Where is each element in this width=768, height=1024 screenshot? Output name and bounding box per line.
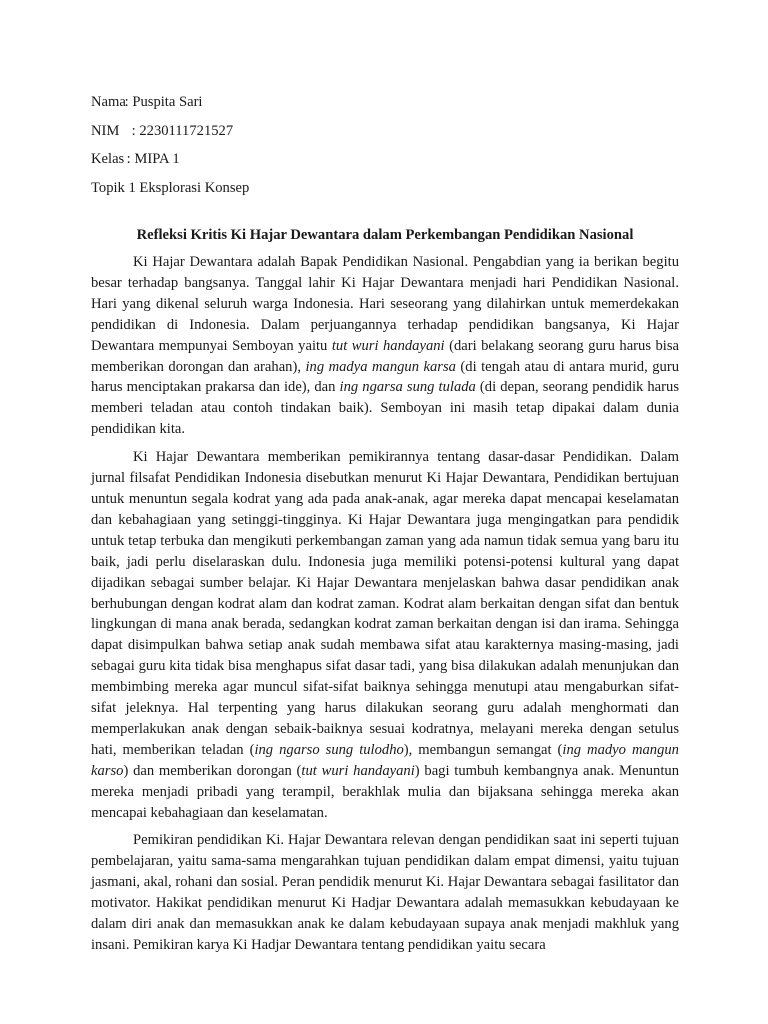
text-run: (di tengah atau di antara murid, guru harus menciptakan prakarsa dan ide), dan <box>91 358 679 396</box>
student-nim-row <box>91 117 679 146</box>
text-run: Pemikiran pendidikan Ki. Hajar Dewantara relevan dengan pendidikan saat ini seperti tujuan pembelajaran, yaitu sama-sama mengarahkan tujuan pendidikan dalam empat dimensi, yaitu tujuan jasmani, akal, rohani dan sosial. Peran pendidik menurut Ki. Hajar Dewantara sebagai fasilitator dan motivator. Hakikat pendidikan menurut Ki Hadjar Dewantara adalah memasukkan kebudayaan ke dalam diri anak dan memasukkan anak ke dalam kebudayaan supaya anak menjadi makhluk yang insani. Pemikiran karya Ki Hadjar Dewantara tentang pendidikan yaitu secara <box>91 832 679 953</box>
italic-phrase: tut wuri handayani <box>331 337 445 354</box>
text-run: (di depan, seorang pendidik harus memberi teladan atau contoh tindakan baik). Semboyan ini masih tetap dipakai dalam dunia pendidikan kita. <box>91 379 679 438</box>
text-run: Ki Hajar Dewantara memberikan pemikirannya tentang dasar-dasar Pendidikan. Dalam jurnal filsafat Pendidikan Indonesia disebutkan menurut Ki Hajar Dewantara, Pendidikan bertujuan untuk menuntun segala kodrat yang ada pada anak-anak, agar mereka dapat mencapai keselamatan dan kebahagiaan yang setinggi-tingginya. Ki Hajar Dewantara juga mengingatkan para pendidik untuk tetap terbuka dan mengikuti perkembangan zaman yang ada namun tidak semua yang baru itu baik, jadi perlu diselaraskan dulu. Indonesia juga memiliki potensi-potensi kultural yang dapat dijadikan sebagai sumber belajar. Ki Hajar Dewantara menjelaskan bahwa dasar pendidikan anak berhubungan dengan kodrat alam dan kodrat zaman. Kodrat alam berkaitan dengan sifat dan bentuk lingkungan di mana anak berada, sedangkan kodrat zaman berkaitan dengan isi dan irama. Sehingga dapat disimpulkan bahwa setiap anak sudah membawa sifat atau karakternya masing-masing, jadi sebagai guru kita tidak bisa menghapus sifat dasar tadi, yang bisa dilakukan adalah menunjukan dan membimbing mereka agar muncul sifat-sifat baiknya sehingga menutupi atau mengaburkan sifat-sifat jeleknya. Hal terpenting yang harus dilakukan seorang guru adalah menghormati dan memperlakukan anak dengan sebaik-baiknya sesuai kodratnya, melayani mereka dengan setulus hati, memberikan teladan ( <box>91 449 679 758</box>
paragraph-3 <box>91 830 679 955</box>
italic-phrase: ing ngarso sung tulodho <box>254 741 404 758</box>
student-class-row <box>91 145 679 174</box>
text-run: (dari belakang seorang guru harus bisa memberikan dorongan dan arahan), <box>91 337 680 375</box>
class-value: : MIPA 1 <box>126 151 180 167</box>
italic-phrase: ing ngarsa sung tulada <box>339 379 476 396</box>
text-run: Ki Hajar Dewantara adalah Bapak Pendidikan Nasional. Pengabdian yang ia berikan begitu besar terhadap bangsanya. Tanggal lahir Ki Hajar Dewantara menjadi hari Pendidikan Nasional. Hari yang dikenal seluruh warga Indonesia. Hari seseorang yang dilahirkan untuk memerdekakan pendidikan di Indonesia. Dalam perjuangannya terhadap pendidikan bangsanya, Ki Hajar Dewantara mempunyai Semboyan yaitu <box>91 254 679 354</box>
paragraph-2 <box>91 447 679 823</box>
paragraph-1 <box>91 252 679 440</box>
document-page <box>91 88 679 956</box>
text-run: ) bagi tumbuh kembangnya anak. Menuntun mereka menjadi pribadi yang terampil, berakhlak mulia dan bijaksana sehingga mereka akan mencapai kebahagiaan dan keselamatan. <box>91 762 680 821</box>
italic-phrase: ing madyo mangun karso <box>91 741 679 779</box>
text-run: ), membangun semangat ( <box>403 741 563 758</box>
italic-phrase: ing madya mangun karsa <box>305 358 456 375</box>
student-name-row <box>91 88 679 117</box>
text-run: ) dan memberikan dorongan ( <box>123 762 302 779</box>
nim-label: NIM <box>91 122 120 139</box>
document-title: Refleksi Kritis Ki Hajar Dewantara dalam Perkembangan Pendidikan Nasional <box>136 227 634 243</box>
italic-phrase: tut wuri handayani <box>301 762 415 779</box>
name-label: Nama <box>91 94 126 110</box>
class-label: Kelas <box>91 151 125 167</box>
nim-value: : 2230111721527 <box>131 122 234 139</box>
name-value: : Puspita Sari <box>124 94 203 110</box>
topic-line: Topik 1 Eksplorasi Konsep <box>91 179 250 196</box>
